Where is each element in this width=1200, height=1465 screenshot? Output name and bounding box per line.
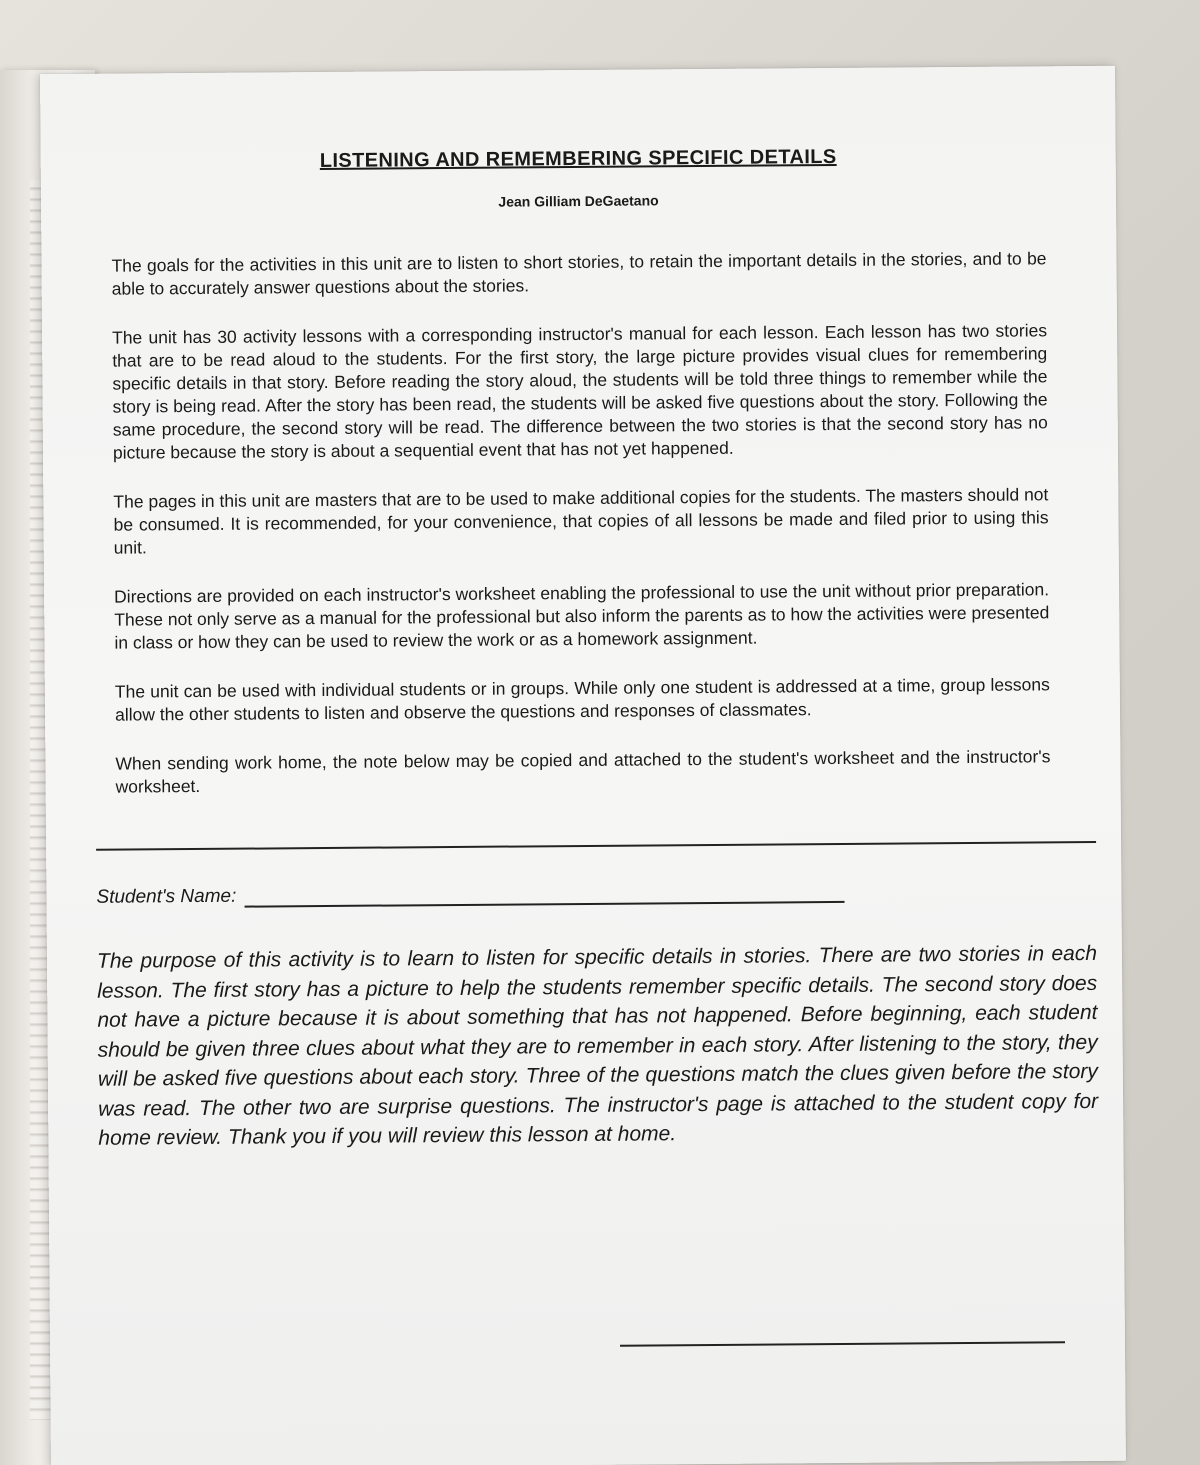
paragraph-masters: The pages in this unit are masters that are to be used to make additional copies for the students. The masters should not be consumed. It is recommended, for your convenience, that copies of all lessons be made and filed prior to using this unit. — [113, 484, 1049, 558]
paragraph-unit-overview: The unit has 30 activity lessons with a corresponding instructor's manual for each lesson. Each lesson has two stories that are to be read aloud to the students. For the first story, the large picture provides visual clues for remembering specific details in that story. Before reading the story aloud, the students will be told three things to remember while the story is being read. After the story has been read, the students will be asked five questions about the story. Following the same procedure, the second story will be read. The difference between the two stories is that the second story has no picture because the story is about a sequential event that has not yet happened. — [112, 320, 1048, 463]
author-name: Jean Gilliam DeGaetano — [498, 192, 659, 210]
student-name-label: Student's Name: — [96, 885, 237, 908]
paragraph-sending-home: When sending work home, the note below may be copied and attached to the student's worksheet and the instructor's worksheet. — [115, 746, 1051, 797]
page-content — [96, 144, 1099, 1153]
paragraph-goals: The goals for the activities in this unit are to listen to short stories, to retain the important details in the stories, and to be able to accurately answer questions about the stories. — [111, 248, 1047, 299]
student-name-row — [96, 879, 1051, 908]
page-title: LISTENING AND REMEMBERING SPECIFIC DETAILS — [319, 145, 837, 173]
paragraph-directions: Directions are provided on each instructor's worksheet enabling the professional to use the unit without prior preparation. These not only serve as a manual for the professional but also inform the parents as to how the activities were presented in class or how they can be used to review the work or as a homework assignment. — [114, 579, 1050, 653]
signature-blank[interactable] — [620, 1341, 1065, 1346]
student-name-blank[interactable] — [244, 883, 844, 908]
document-page — [40, 66, 1126, 1465]
cut-line — [96, 841, 1096, 851]
paragraph-groups: The unit can be used with individual students or in groups. While only one student is addressed at a time, group lessons allow the other students to listen and observe the questions and responses of classmates. — [114, 674, 1050, 725]
home-note: The purpose of this activity is to learn to listen for specific details in stories. There are two stories in each lesson. The first story has a picture to help the students remember specific details. The second story does not have a picture because it is about something that has not happened. Before beginning, each student should be given three clues about what they are to remember in each story. After listening to the story, they will be asked five questions about each story. Three of the questions match the clues given before the story was read. The other two are surprise questions. The instructor's page is attached to the student copy for home review. Thank you if you will review this lesson at home. — [96, 941, 1099, 1150]
